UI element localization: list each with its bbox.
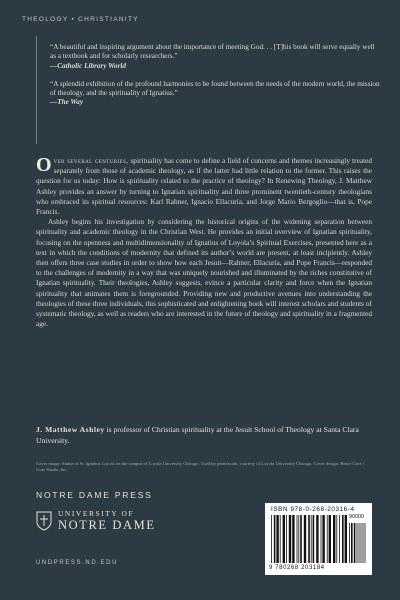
university-shield-icon bbox=[36, 511, 52, 531]
praise-source: —Catholic Library World bbox=[50, 61, 127, 70]
ean-digits: 9 780268 203184 bbox=[269, 565, 325, 571]
praise-item bbox=[50, 80, 380, 108]
university-logo bbox=[58, 509, 156, 532]
category-separator: • bbox=[71, 16, 76, 23]
author-name: J. Matthew Ashley bbox=[36, 425, 105, 434]
drop-cap: O bbox=[36, 154, 52, 176]
university-line1: UNIVERSITY OF bbox=[58, 509, 135, 518]
praise-rule bbox=[36, 36, 37, 144]
book-description bbox=[36, 156, 372, 329]
publisher-url: UNDPRESS.ND.EDU bbox=[36, 560, 119, 566]
author-bio-text: is professor of Christian spirituality at the Jesuit School of Theology at Santa Clara University. bbox=[36, 425, 359, 445]
description-lead: ver several centuries, bbox=[53, 156, 129, 165]
price-code: 90000 bbox=[349, 514, 364, 520]
publisher-name: NOTRE DAME PRESS bbox=[36, 490, 153, 500]
praise-item bbox=[50, 43, 380, 71]
praise-quote: “A beautiful and inspiring argument about the importance of meeting God. . . [T]his book will serve equally well as a textbook and for scholarly researchers.” bbox=[50, 43, 375, 61]
praise-quote: “A splendid exhibition of the profound harmonies to be found between the needs of the modern world, the mission of theology, and the spirituality of Ignatius.” bbox=[50, 79, 380, 98]
praise-source: —The Way bbox=[50, 98, 84, 107]
category-christianity: CHRISTIANITY bbox=[78, 16, 139, 23]
author-bio bbox=[36, 425, 366, 446]
category-theology: THEOLOGY bbox=[22, 16, 69, 23]
university-line2: NOTRE DAME bbox=[58, 518, 156, 532]
description-paragraph bbox=[36, 156, 372, 217]
praise-section bbox=[50, 43, 380, 117]
barcode bbox=[265, 503, 372, 575]
description-paragraph: Ashley begins his investigation by considering the historical origins of the widening separation between spirituality and academic theology in the Christian West. He provides an initial overview of Ignatian spirituality, focusing on the openness and multidimensionality of Ignatius of Loyola’s Spiritual Exercises, presented here as a text in which the conditions of modernity that defined its author’s world are present, at least incipiently. Ashley then offers three case studies in order to show how each Jesuit—Rahner, Ellacuría, and Pope Francis—responded to the challenges of modernity in a way that was uniquely nourished and illuminated by the riches constitutive of Ignatian spirituality. Their theologies, Ashley suggests, evince a particular clarity and force when the Ignatian spirituality that animates them is foregrounded. Providing new and productive avenues into understanding the theologies of these three individuals, this sophisticated and enlightening book will interest scholars and students of systematic theology, as well as readers who are interested in the future of theology and spirituality in a fragmented age. bbox=[36, 217, 372, 329]
barcode-bars-icon bbox=[269, 515, 368, 565]
description-text: spirituality has come to define a field of concerns and themes increasingly treated separately from those of academic theology, as if the latter had little relation to the former. This raises the question for us today: How is spirituality related to the practice of theology? In Renewing Theology, J. Matthew Ashley provides an answer by turning to Ignatian spirituality and three prominent twentieth-century theologians who embraced its spiritual resources: Karl Rahner, Ignacio Ellacuría, and Jorge Mario Bergoglio—that is, Pope Francis. bbox=[36, 156, 372, 217]
isbn-text: ISBN 978-0-268-20316-4 bbox=[271, 506, 355, 513]
category-header bbox=[22, 16, 139, 23]
cover-credit: Cover image: Statue of St. Ignatius Loyola on the campus of Loyola University Chicago. Used by permission, courtesy of Loyola University Chicago. Cover design: Bruce Gore | Gore Studio, Inc. bbox=[36, 461, 364, 473]
